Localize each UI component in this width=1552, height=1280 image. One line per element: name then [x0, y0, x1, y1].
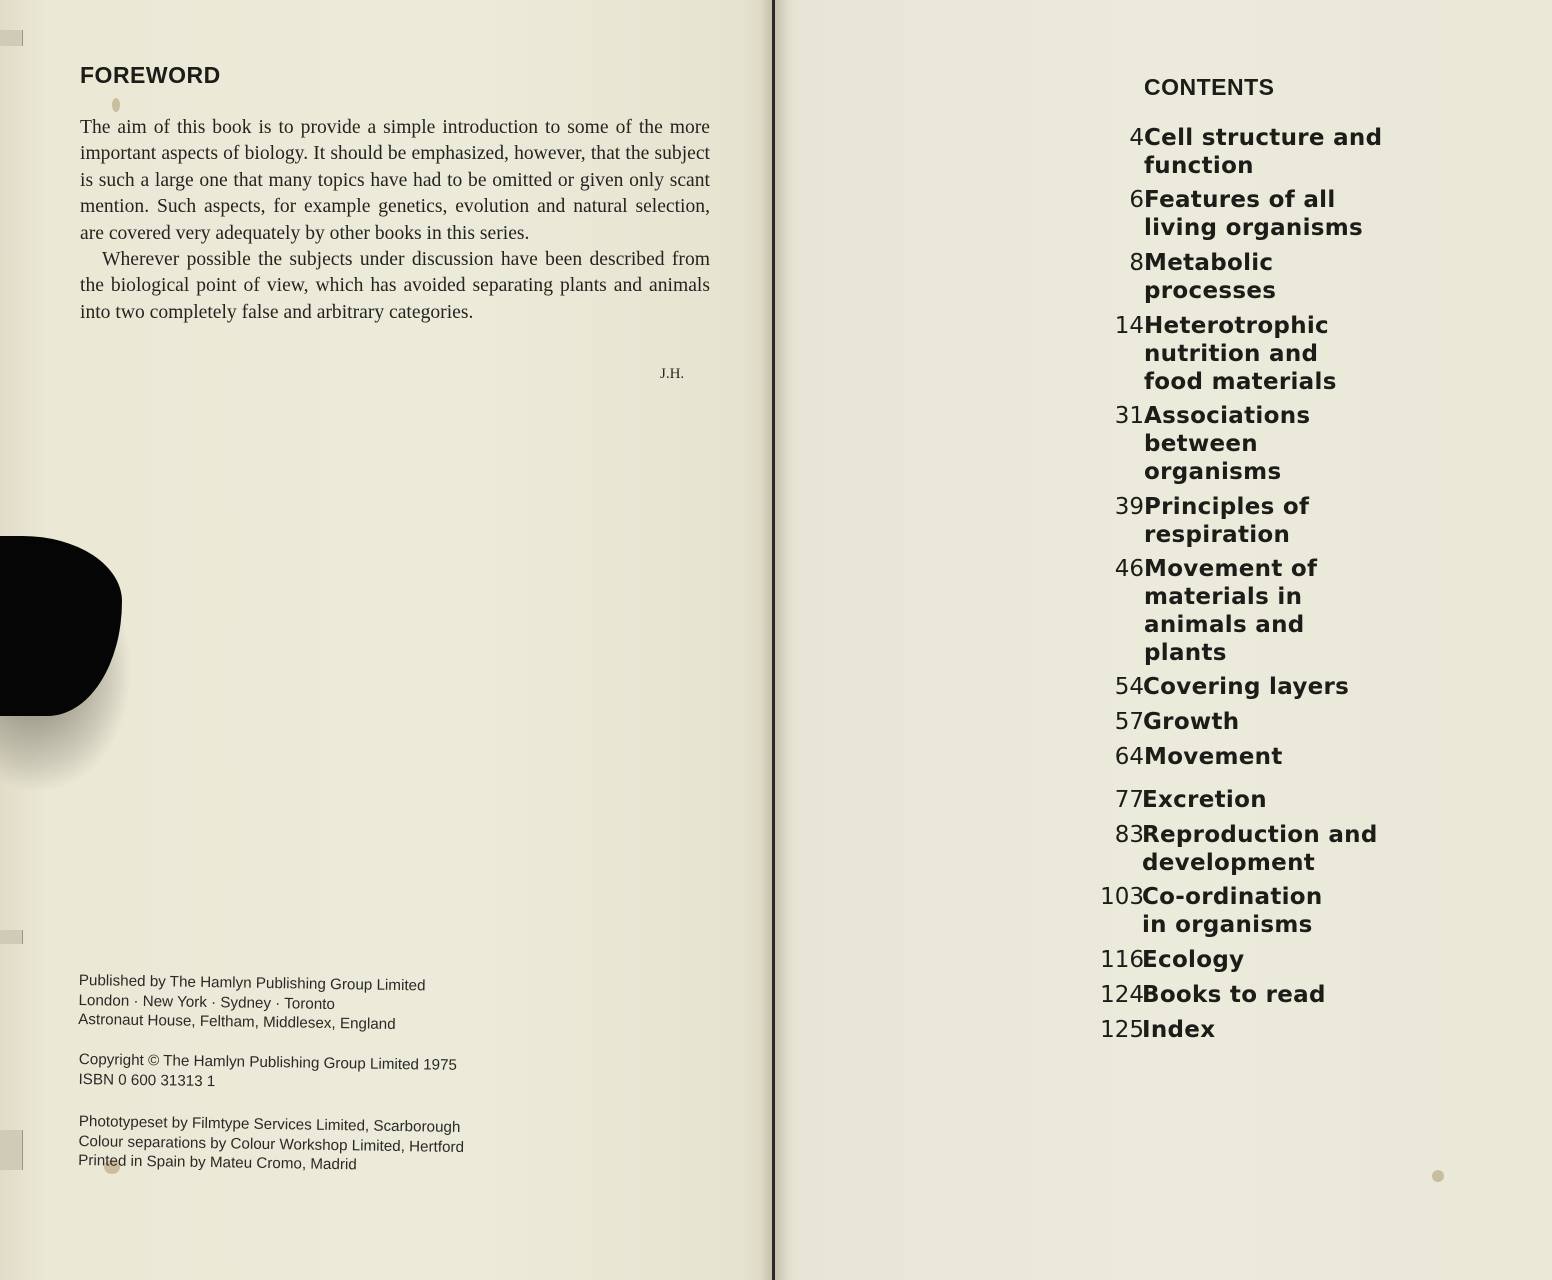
foreword-title: FOREWORD [80, 62, 221, 88]
imprint-line: Astronaut House, Feltham, Middlesex, England [78, 1010, 396, 1033]
production-info [78, 1112, 559, 1178]
publisher-info [78, 971, 559, 1037]
toc-page-number: 4 [1129, 125, 1144, 151]
toc-page-number: 46 [1114, 556, 1144, 582]
page-tear-mark [0, 930, 23, 944]
toc-title: Index [1142, 1017, 1216, 1043]
imprint-line: London · New York · Sydney · Toronto [78, 991, 336, 1013]
toc-title: Covering layers [1143, 674, 1350, 700]
toc-page-number: 14 [1114, 313, 1144, 339]
page-tear-mark [0, 30, 23, 46]
toc-title: Growth [1143, 709, 1240, 735]
toc-title: Ecology [1142, 947, 1245, 973]
toc-page-number: 64 [1114, 744, 1144, 770]
foreword-body [80, 115, 710, 326]
contents-title: CONTENTS [1144, 74, 1275, 100]
copyright-info [78, 1050, 559, 1097]
foreword-signature: J.H. [660, 366, 685, 382]
imprint-line: Published by The Hamlyn Publishing Group Limited [78, 971, 426, 995]
page-stain [112, 98, 120, 112]
left-page [0, 0, 774, 1280]
toc-title: Co-ordination in organisms [1142, 884, 1323, 938]
imprint-line: Phototypeset by Filmtype Services Limited, Scarborough [78, 1112, 461, 1136]
toc-title: Movement of materials in animals and plants [1144, 556, 1318, 666]
toc-page-number: 31 [1114, 403, 1144, 429]
imprint-line: ISBN 0 600 31313 1 [78, 1070, 216, 1090]
imprint-line: Printed in Spain by Mateu Cromo, Madrid [78, 1151, 357, 1174]
toc-title: Cell structure and function [1144, 125, 1383, 179]
toc-page-number: 39 [1114, 494, 1144, 520]
imprint-line: Colour separations by Colour Workshop Limited, Hertford [78, 1132, 465, 1156]
toc-title: Reproduction and development [1142, 822, 1378, 876]
toc-page-number: 103 [1100, 884, 1144, 910]
foreword-paragraph: The aim of this book is to provide a simple introduction to some of the more important aspects of biology. It should be emphasized, however, that the subject is such a large one that many topics have had to be omitted or given only scant mention. Such aspects, for example genetics, evolution and natural selection, are covered very adequately by other books in this series. [80, 117, 710, 244]
toc-page-number: 125 [1100, 1017, 1144, 1043]
toc-title: Excretion [1142, 787, 1267, 813]
imprint-line: Copyright © The Hamlyn Publishing Group Limited 1975 [78, 1050, 458, 1074]
foreword-paragraph: Wherever possible the subjects under discussion have been described from the biological point of view, which has avoided separating plants and animals into two completely false and arbitrary categories. [80, 249, 710, 323]
toc-page-number: 124 [1100, 982, 1144, 1008]
toc-page-number: 77 [1114, 787, 1144, 813]
toc-title: Movement [1144, 744, 1283, 770]
toc-page-number: 54 [1114, 674, 1144, 700]
toc-title: Principles of respiration [1144, 494, 1310, 548]
toc-page-number: 6 [1129, 187, 1144, 213]
toc-page-number: 83 [1114, 822, 1144, 848]
toc-title: Books to read [1142, 982, 1326, 1008]
toc-title: Associations between organisms [1144, 403, 1311, 485]
page-tear-mark [0, 1130, 23, 1170]
toc-page-number: 57 [1114, 709, 1144, 735]
toc-title: Features of all living organisms [1144, 187, 1364, 241]
toc-page-number: 8 [1129, 250, 1144, 276]
toc-title: Metabolic processes [1144, 250, 1277, 304]
page-stain [1432, 1170, 1444, 1182]
toc-title: Heterotrophic nutrition and food materials [1144, 313, 1337, 395]
toc-page-number: 116 [1100, 947, 1144, 973]
book-gutter [772, 0, 775, 1280]
